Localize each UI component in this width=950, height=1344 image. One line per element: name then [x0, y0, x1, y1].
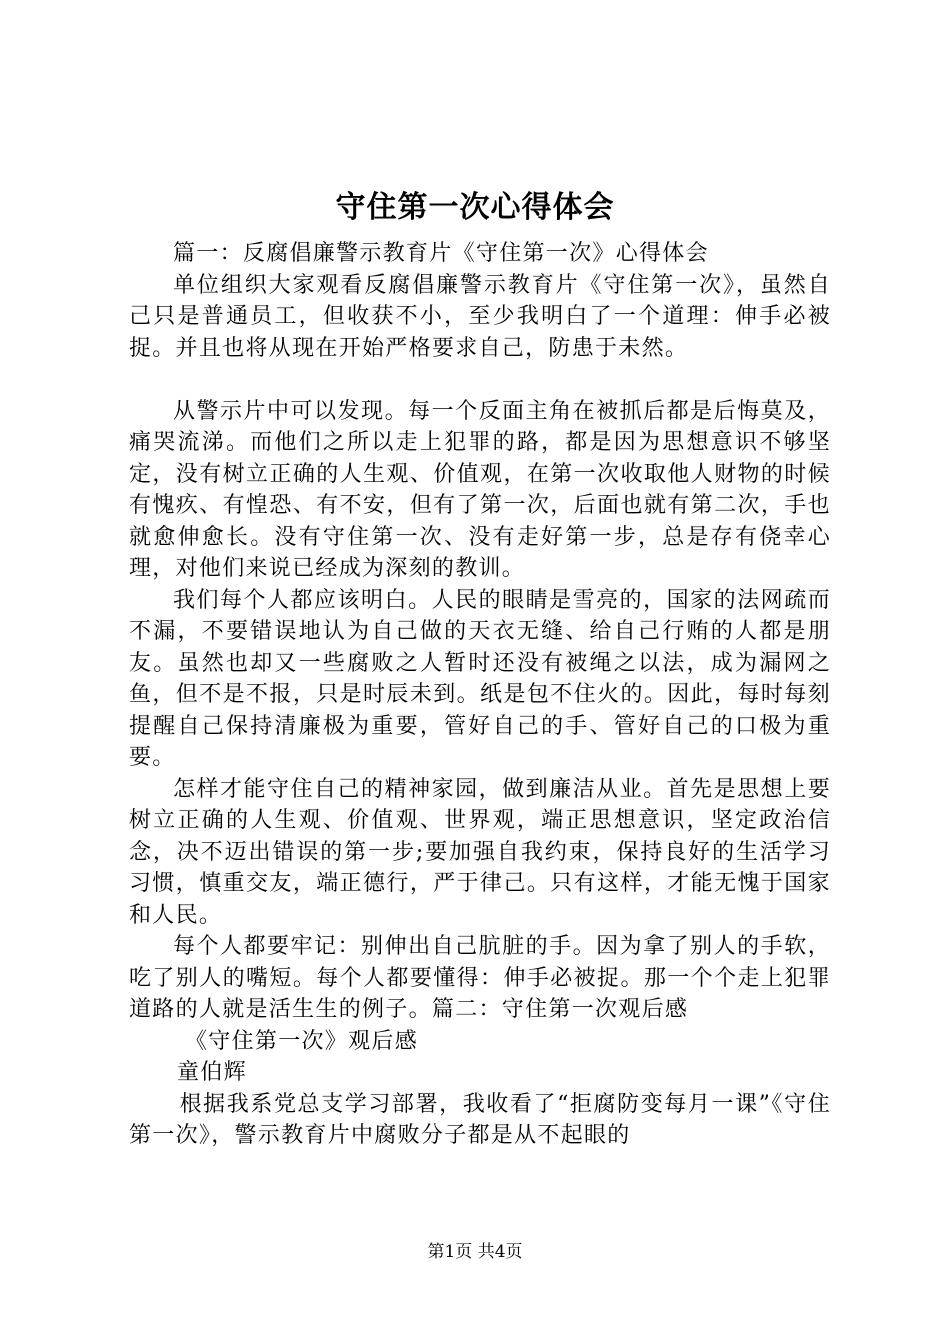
paragraph: 从警示片中可以发现。每一个反面主角在被抓后都是后悔莫及，痛哭流涕。而他们之所以走上犯罪的路，都是因为思想意识不够坚定，没有树立正确的人生观、价值观，在第一次收取他人财物的时候有愧疚、有惶恐、有不安，但有了第一次，后面也就有第二次，手也就愈伸愈长。没有守住第一次、没有走好第一步，总是存有侥幸心理，对他们来说已经成为深刻的教训。	[129, 398, 831, 581]
section-heading: 篇一：反腐倡廉警示教育片《守住第一次》心得体会	[173, 241, 709, 266]
subtitle: 《守住第一次》观后感	[185, 1028, 419, 1054]
document-title: 守住第一次心得体会	[335, 190, 615, 225]
author-name: 童伯辉	[177, 1060, 247, 1085]
paragraph: 根据我系党总支学习部署，我收看了“拒腐防变每月一课”《守住第一次》，警示教育片中腐败分子都是从不起眼的	[129, 1091, 831, 1148]
paragraph: 怎样才能守住自己的精神家园，做到廉洁从业。首先是思想上要树立正确的人生观、价值观、世界观，端正思想意识，坚定政治信念，决不迈出错误的第一步;要加强自我约束，保持良好的生活学习习惯，慎重交友，端正德行，严于律己。只有这样，才能无愧于国家和人民。	[129, 776, 831, 928]
paragraph: 单位组织大家观看反腐倡廉警示教育片《守住第一次》，虽然自己只是普通员工，但收获不小，至少我明白了一个道理：伸手必被捉。并且也将从现在开始严格要求自己，防患于未然。	[129, 272, 831, 361]
paragraph: 每个人都要牢记：别伸出自己肮脏的手。因为拿了别人的手软，吃了别人的嘴短。每个人都要懂得：伸手必被捉。那一个个走上犯罪道路的人就是活生生的例子。篇二：守住第一次观后感	[129, 934, 831, 1022]
page-footer: 第1页 共4页	[427, 1242, 523, 1262]
document-body	[129, 238, 831, 1152]
paragraph: 我们每个人都应该明白。人民的眼睛是雪亮的，国家的法网疏而不漏，不要错误地认为自己做的天衣无缝、给自己行贿的人都是朋友。虽然也却又一些腐败之人暂时还没有被绳之以法，成为漏网之鱼，但不是不报，只是时辰未到。纸是包不住火的。因此，每时每刻提醒自己保持清廉极为重要，管好自己的手、管好自己的口极为重要。	[129, 587, 831, 770]
